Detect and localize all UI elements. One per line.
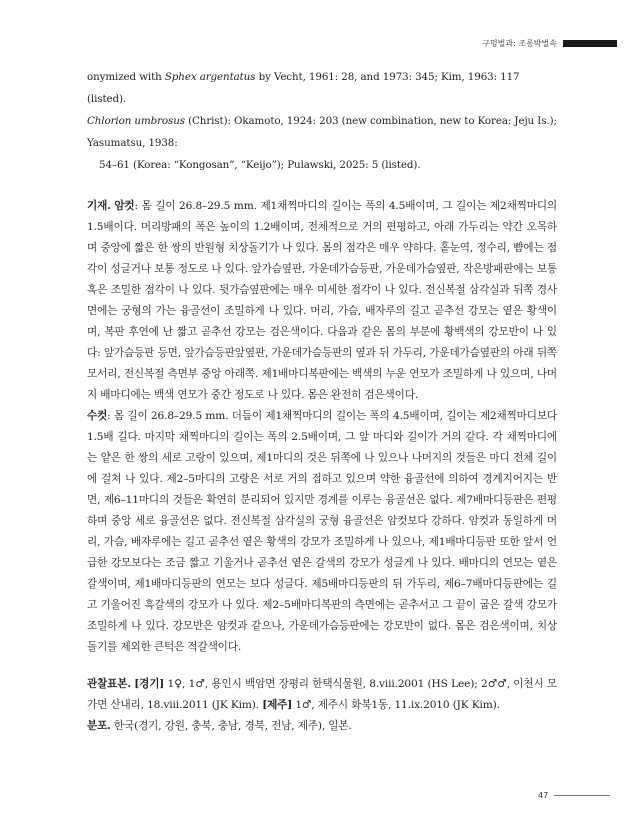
page-number: 47 bbox=[538, 791, 549, 800]
page-footer bbox=[538, 791, 610, 800]
description-female: 기재. 암컷: 몸 길이 26.8–29.5 mm. 제1채찍마디의 길이는 폭의 4.5배이며, 그 길이는 제2채찍마디의 1.5배이다. 머리방패의 폭은 높이의 1.2배이며, 전체적으로 거의 편평하고, 아래 가두리는 약간 오목하며 중앙에 짧은 한 쌍의 반원형 치상돌기가 나 있다. 몸의 점각은 매우 약하다. 홑눈역, 정수리, 뺨에는 점각이 성글거나 보통 정도로 나 있다. 앞가슴옆판, 가운데가슴등판, 가운데가슴옆판, 작은방패판에는 보통 혹은 조밀한 점각이 나 있다. 뒷가슴옆판에는 매우 미세한 점각이 나 있다. 전신복절 삼각실과 뒤쪽 경사면에는 궁형의 가는 융골선이 조밀하게 나 있다. 머리, 가슴, 배자루의 길고 곧추선 강모는 옅은 황색이며, 복판 후연에 난 짧고 곧추선 강모는 검은색이다. 다음과 같은 몸의 부분에 황백색의 강모반이 나 있다: 앞가슴등판 등면, 앞가슴등판앞옆판, 가운데가슴등판의 옆과 뒤 가두리, 가운데가슴옆판의 아래 뒤쪽 모서리, 전신복절 측면부 중앙 아래쪽. 제1배마디복판에는 백색의 누운 연모가 조밀하게 나 있으며, 나머지 배마디에는 백색 연모가 중간 정도로 나 있다. 몸은 완전히 검은색이다. bbox=[87, 200, 557, 401]
page-body bbox=[87, 66, 557, 737]
species-name: Sphex argentatus bbox=[164, 71, 256, 83]
reference-line: Chlorion umbrosus (Christ): Okamoto, 1924: 203 (new combination, new to Korea: Jeju Is.); Yasumatsu, 1938: bbox=[87, 115, 557, 149]
reference-line: onymized with Sphex argentatus by Vecht, 1961: 28, and 1973: 345; Kim, 1963: 117 (listed). bbox=[87, 71, 520, 105]
section-label: 분포. bbox=[87, 720, 111, 732]
material-examined: 관찰표본. [경기] 1♀, 1♂, 용인시 백암면 장평리 한택식물원, 8.viii.2001 (HS Lee); 2♂♂, 이천시 모가면 산내리, 18.viii.2011 (JK Kim). [제주] 1♂, 제주시 화북1동, 11.ix.2010 (JK Kim). bbox=[87, 678, 558, 711]
reference-line: 54–61 (Korea: “Kongosan”, “Keijo”); Pulawski, 2025: 5 (listed). bbox=[99, 159, 421, 171]
sex-label: 수컷 bbox=[87, 410, 108, 422]
running-head-bar bbox=[563, 40, 617, 47]
distribution: 분포. 한국(경기, 강원, 충북, 충남, 경북, 전남, 제주), 일본. bbox=[87, 720, 352, 732]
section-label: 기재. bbox=[87, 200, 111, 212]
description-male: 수컷: 몸 길이 26.8–29.5 mm. 더듬이 제1채찍마디의 길이는 폭의 4.5배이며, 길이는 제2채찍마디보다 1.5배 길다. 마지막 채찍마디의 길이는 폭의 2.5배이며, 그 앞 마디와 길이가 거의 같다. 각 채찍마디에는 얕은 한 쌍의 세로 고랑이 있으며, 제1마디의 것은 뒤쪽에 나 있으나 나머지의 것들은 마디 전체 길이에 걸쳐 나 있다. 제2–5마디의 고랑은 서로 거의 접하고 있으며 약한 융골선에 의하여 경계지어지는 반면, 제6–11마디의 것들은 확연히 분리되어 있지만 경계를 이루는 융골선은 없다. 제7배마디등판은 편평하며 중앙 세로 융골선은 없다. 전신복절 삼각실의 궁형 융골선은 암컷보다 강하다. 암컷과 동일하게 머리, 가슴, 배자루에는 길고 곧추선 옅은 황색의 강모가 조밀하게 나 있으나, 제1배마디등판 또한 앞서 언급한 강모보다는 조금 짧고 기울거나 곧추선 옅은 갈색의 강모가 성글게 나 있다. 배마디의 연모는 옅은 갈색이며, 제1배마디등판의 연모는 보다 성글다. 제5배마디등판의 뒤 가두리, 제6–7배마디등판에는 길고 기울어진 흑갈색의 강모가 나 있다. 제2–5배마디복판의 측면에는 곧추서고 그 끝이 굽은 갈색 강모가 조밀하게 나 있다. 강모반은 암컷과 같으나, 가운데가슴등판에는 강모반이 없다. 몸은 검은색이며, 치상돌기를 제외한 큰턱은 적갈색이다. bbox=[87, 410, 557, 653]
region-label: [경기] bbox=[134, 678, 165, 690]
species-name: Chlorion umbrosus bbox=[87, 115, 185, 127]
sex-label: 암컷 bbox=[114, 200, 135, 212]
running-title: 구멍벌과: 조롱박벌속 bbox=[482, 38, 557, 48]
section-label: 관찰표본. bbox=[87, 678, 131, 690]
region-label: [제주] bbox=[262, 699, 293, 711]
running-head bbox=[482, 37, 617, 49]
footer-rule bbox=[554, 795, 610, 796]
